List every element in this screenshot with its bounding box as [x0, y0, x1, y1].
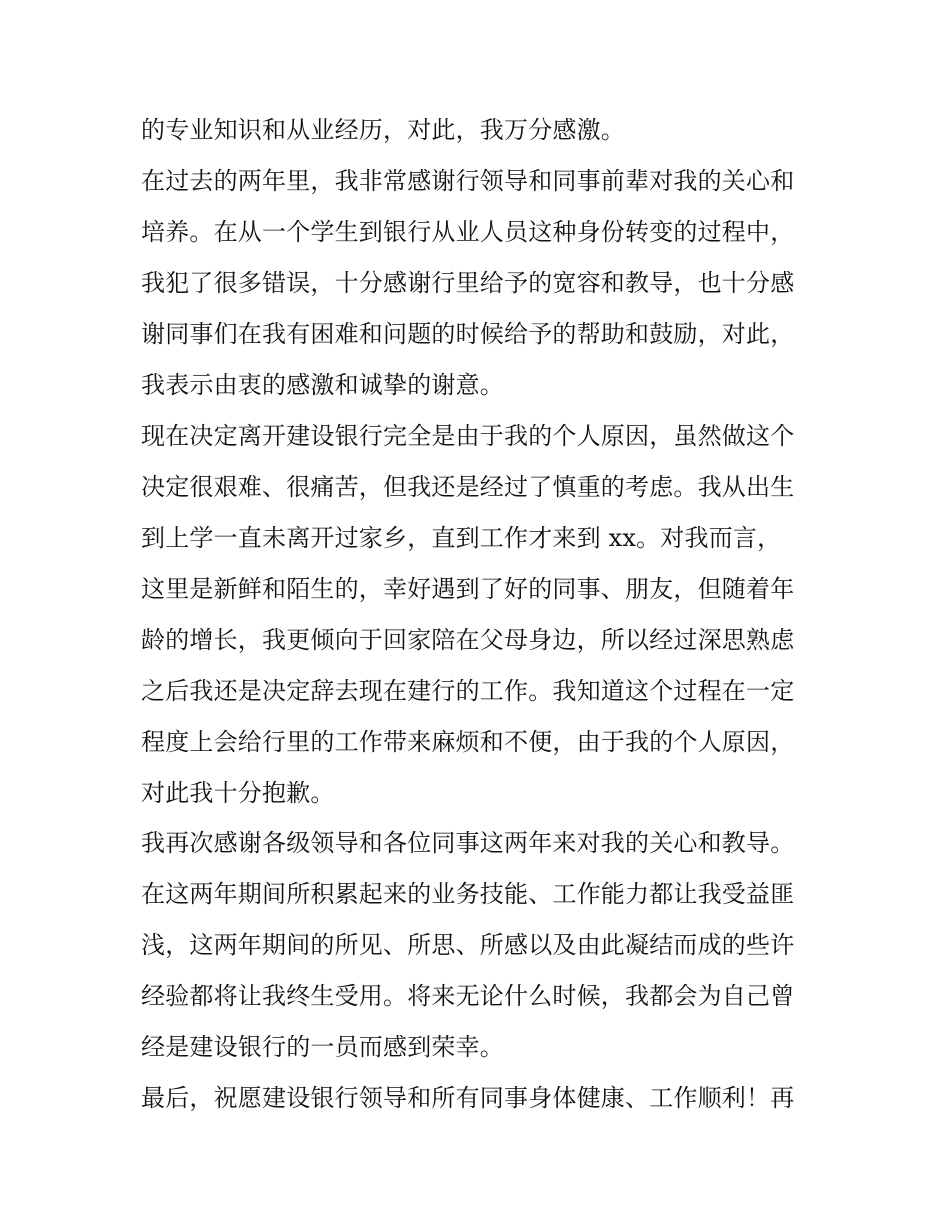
- text-line: 浅，这两年期间的所见、所思、所感以及由此凝结而成的些许: [141, 931, 795, 959]
- text-line: 我表示由衷的感激和诚挚的谢意。: [141, 371, 504, 399]
- text-line: 龄的增长，我更倾向于回家陪在父母身边，所以经过深思熟虑: [141, 626, 795, 654]
- text-line: 培养。在从一个学生到银行从业人员这种身份转变的过程中，: [141, 218, 795, 246]
- text-line: 决定很艰难、很痛苦，但我还是经过了慎重的考虑。我从出生: [141, 473, 795, 501]
- text-line: 的专业知识和从业经历，对此，我万分感激。: [141, 116, 625, 144]
- text-line: 之后我还是决定辞去现在建行的工作。我知道这个过程在一定: [141, 677, 795, 705]
- text-line: 这里是新鲜和陌生的，幸好遇到了好的同事、朋友，但随着年: [141, 575, 795, 603]
- text-line: 最后，祝愿建设银行领导和所有同事身体健康、工作顺利！再: [141, 1084, 795, 1112]
- text-line: 对此我十分抱歉。: [141, 779, 335, 807]
- text-line: 程度上会给行里的工作带来麻烦和不便，由于我的个人原因，: [141, 728, 795, 756]
- text-line: 谢同事们在我有困难和问题的时候给予的帮助和鼓励，对此，: [141, 320, 795, 348]
- text-line: 在过去的两年里，我非常感谢行领导和同事前辈对我的关心和: [141, 167, 795, 195]
- text-line: 我犯了很多错误，十分感谢行里给予的宽容和教导，也十分感: [141, 269, 795, 297]
- text-line: 到上学一直未离开过家乡，直到工作才来到 xx。对我而言，: [141, 524, 782, 552]
- text-line: 我再次感谢各级领导和各位同事这两年来对我的关心和教导。: [141, 829, 795, 857]
- text-line: 经是建设银行的一员而感到荣幸。: [141, 1033, 504, 1061]
- text-line: 经验都将让我终生受用。将来无论什么时候，我都会为自己曾: [141, 982, 795, 1010]
- text-line: 在这两年期间所积累起来的业务技能、工作能力都让我受益匪: [141, 880, 795, 908]
- text-line: 现在决定离开建设银行完全是由于我的个人原因，虽然做这个: [141, 422, 795, 450]
